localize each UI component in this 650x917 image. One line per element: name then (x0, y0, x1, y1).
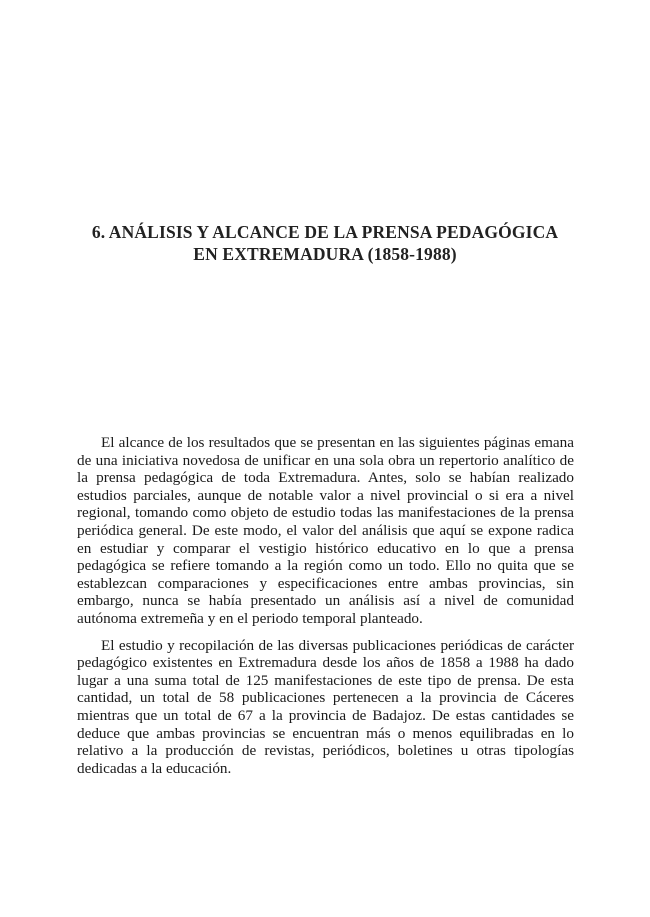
paragraph-2: El estudio y recopilación de las diversas publicaciones periódicas de carácter pedagógico existentes en Extremadura desde los años de 1858 a 1988 ha dado lugar a una suma total de 125 manifestaciones de este tipo de prensa. De esta cantidad, un total de 58 publicaciones pertenecen a la provincia de Cáceres mientras que un total de 67 a la provincia de Badajoz. De estas cantidades se deduce que ambas provincias se encuentran más o menos equilibradas en lo relativo a la producción de revistas, periódicos, boletines u otras tipologías dedicadas a la educación. (77, 636, 574, 777)
paragraph-1: El alcance de los resultados que se presentan en las siguientes páginas emana de una iniciativa novedosa de unificar en una sola obra un repertorio analítico de la prensa pedagógica de toda Extremadura. Antes, solo se habían realizado estudios parciales, aunque de notable valor a nivel provincial o si era a nivel regional, tomando como objeto de estudio todas las manifestaciones de la prensa periódica general. De este modo, el valor del análisis que aquí se expone radica en estudiar y comparar el vestigio histórico educativo en lo que a prensa pedagógica se refiere tomando a la región como un todo. Ello no quita que se establezcan comparaciones y especificaciones entre ambas provincias, sin embargo, nunca se había presentado un análisis así a nivel de comunidad autónoma extremeña y en el periodo temporal planteado. (77, 434, 574, 627)
body-text (77, 434, 574, 777)
section-heading-line-2: EN EXTREMADURA (1858-1988) (193, 244, 457, 264)
section-heading (62, 221, 588, 265)
section-heading-line-1: 6. ANÁLISIS Y ALCANCE DE LA PRENSA PEDAGÓGICA (91, 222, 559, 242)
